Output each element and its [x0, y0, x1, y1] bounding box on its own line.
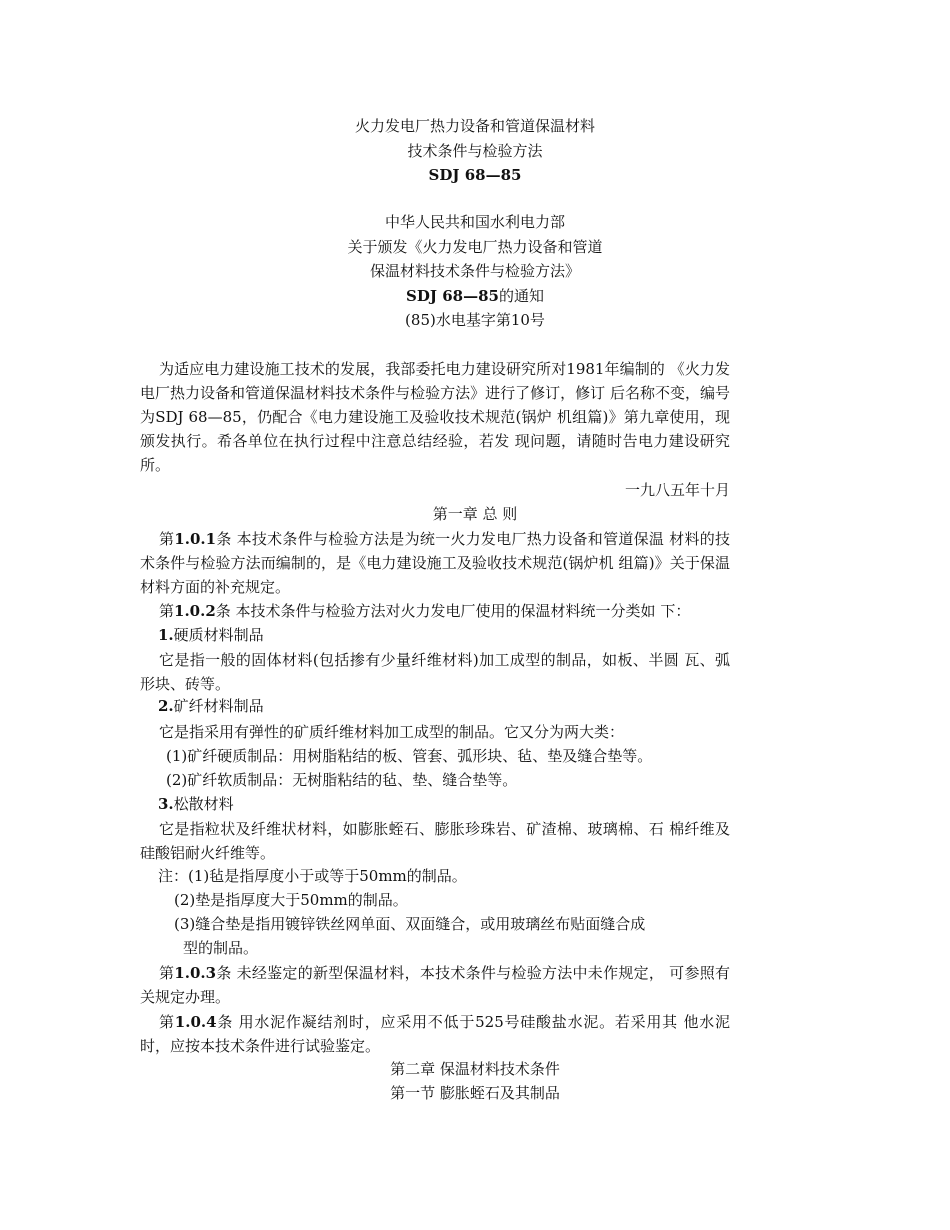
- item3-desc: 它是指粒状及纤维状材料，如膨胀蛭石、膨胀珍珠岩、矿渣棉、玻璃棉、石 棉纤维及硅酸铝耐火纤维等。: [140, 820, 730, 862]
- article-1-0-1: 第1.0.1条 本技术条件与检验方法是为统一火力发电厂热力设备和管道保温 材料的技术条件与检验方法而编制的，是《电力建设施工及验收技术规范(锅炉机 组篇)》关于保温材料方面的补充规定。: [140, 530, 730, 596]
- item2-heading: 2.矿纤材料制品: [158, 697, 264, 715]
- doc-title-line2: 技术条件与检验方法: [407, 142, 543, 160]
- notice-date: 一九八五年十月: [624, 481, 730, 499]
- item3-heading: 3.松散材料: [158, 795, 234, 813]
- item1-desc: 它是指一般的固体材料(包括掺有少量纤维材料)加工成型的制品，如板、半圆 瓦、弧形块、砖等。: [140, 651, 730, 693]
- note-2: (2)垫是指厚度大于50mm的制品。: [174, 891, 408, 909]
- notice-title-line3: [0, 289, 950, 304]
- item2-sub1: (1)矿纤硬质制品：用树脂粘结的板、管套、弧形块、毡、垫及缝合垫等。: [166, 747, 653, 765]
- item2-desc: 它是指采用有弹性的矿质纤维材料加工成型的制品。它又分为两大类：: [159, 723, 625, 741]
- notice-number: (85)水电基字第10号: [405, 311, 545, 329]
- notice-title-line2: 保温材料技术条件与检验方法》: [369, 262, 580, 280]
- notice-code: SDJ 68—85: [406, 287, 499, 305]
- doc-title-line1: 火力发电厂热力设备和管道保温材料: [354, 117, 595, 135]
- article-1-0-4: 第1.0.4条 用水泥作凝结剂时，应采用不低于525号硅酸盐水泥。若采用其 他水泥时，应按本技术条件进行试验鉴定。: [140, 1013, 730, 1055]
- notice-title-line1: 关于颁发《火力发电厂热力设备和管道: [347, 238, 603, 256]
- note-1: 注：(1)毡是指厚度小于或等于50mm的制品。: [158, 867, 467, 885]
- notice-body: 为适应电力建设施工技术的发展，我部委托电力建设研究所对1981年编制的 《火力发电厂热力设备和管道保温材料技术条件与检验方法》进行了修订，修订 后名称不变，编号为SDJ 68—85，仍配合《电力建设施工及验收技术规范(锅炉 机组篇)》第九章使用，现颁发执行。希各单位在执行过程中注意总结经验，若发 现问题，请随时告电力建设研究所。: [140, 360, 730, 474]
- article-1-0-2: 第1.0.2条 本技术条件与检验方法对火力发电厂使用的保温材料统一分类如 下：: [159, 602, 691, 620]
- note-3a: (3)缝合垫是指用镀锌铁丝网单面、双面缝合，或用玻璃丝布贴面缝合成: [174, 915, 646, 933]
- chapter2-heading: 第二章 保温材料技术条件: [390, 1060, 560, 1078]
- article-1-0-3: 第1.0.3条 未经鉴定的新型保温材料，本技术条件与检验方法中未作规定， 可参照有关规定办理。: [140, 964, 730, 1006]
- chapter1-heading: 第一章 总 则: [432, 505, 518, 523]
- ministry-name: 中华人民共和国水利电力部: [384, 213, 565, 231]
- section1-heading: 第一节 膨胀蛭石及其制品: [390, 1084, 560, 1102]
- doc-code: SDJ 68—85: [428, 166, 522, 184]
- note-3b: 型的制品。: [183, 939, 259, 957]
- item1-heading: 1.硬质材料制品: [158, 626, 264, 644]
- notice-suffix: 的通知: [498, 287, 544, 305]
- item2-sub2: (2)矿纤软质制品：无树脂粘结的毡、垫、缝合垫等。: [166, 771, 518, 789]
